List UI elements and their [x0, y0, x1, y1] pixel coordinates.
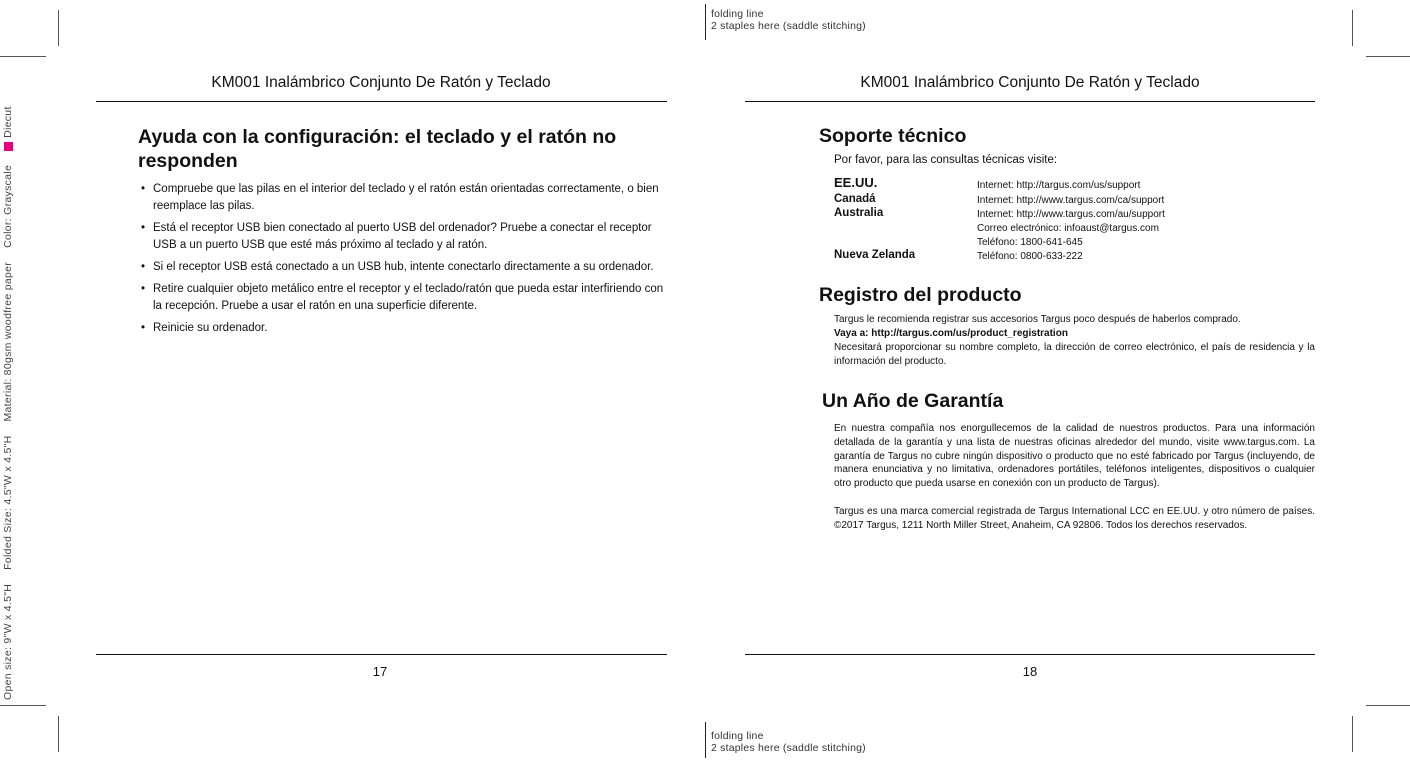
registration-heading: Registro del producto — [819, 284, 1022, 306]
left-header-rule — [96, 101, 667, 102]
contact-australia-web: Internet: http://www.targus.com/au/support — [977, 209, 1165, 220]
region-new-zealand: Nueva Zelanda — [834, 249, 916, 261]
list-item: • Está el receptor USB bien conectado al puerto USB del ordenador? Pruebe a conectar el receptor USB a un puerto USB que esté más próximo al teclado y al ratón. — [141, 220, 667, 254]
trim-mark-right-bottom — [1366, 705, 1410, 706]
fold-note-top-line1: folding line — [711, 8, 764, 20]
region-canada: Canadá — [834, 193, 876, 205]
right-page-number: 18 — [1022, 664, 1038, 679]
registration-link: Vaya a: http://targus.com/us/product_registration — [834, 328, 1068, 339]
right-header-rule — [745, 101, 1315, 102]
fold-note-bottom-line2: 2 staples here (saddle stitching) — [711, 742, 866, 754]
open-size-text: Open size: 9"W x 4.5"H — [2, 583, 14, 700]
support-intro: Por favor, para las consultas técnicas visite: — [834, 154, 1058, 166]
material-text: Material: 80gsm woodfree paper — [2, 261, 14, 422]
list-item: • Retire cualquier objeto metálico entre el receptor y el teclado/ratón que pueda estar interfiriendo con la recepción. Pruebe a usar el ratón en una superficie diferente. — [141, 281, 667, 315]
troubleshooting-heading: Ayuda con la configuración: el teclado y el ratón no responden — [138, 126, 617, 172]
contact-australia-phone: Teléfono: 1800-641-645 — [977, 237, 1083, 248]
left-footer-rule — [96, 654, 667, 655]
fold-line-bottom — [705, 722, 706, 758]
right-page-title: KM001 Inalámbrico Conjunto De Ratón y Teclado — [860, 74, 1200, 91]
left-page-number: 17 — [372, 664, 388, 679]
color-text: Color: Grayscale — [2, 164, 14, 248]
list-item: • Compruebe que las pilas en el interior del teclado y el ratón están orientadas correctamente, o bien reemplace las pilas. — [141, 181, 667, 215]
trim-mark-right-top — [1366, 56, 1410, 57]
fold-line-top — [705, 4, 706, 40]
folded-size-text: Folded Size: 4.5"W x 4.5"H — [2, 435, 14, 570]
warranty-text-2: Targus es una marca comercial registrada de Targus International LCC en EE.UU. y otro número de países. ©2017 Targus, 1211 North Miller Street, Anaheim, CA 92806. Todos los derechos reservados. — [834, 506, 1315, 531]
trim-mark-bottom-left — [58, 716, 59, 752]
right-footer-rule — [745, 654, 1315, 655]
diecut-swatch — [4, 142, 13, 151]
warranty-heading: Un Año de Garantía — [822, 390, 1004, 412]
region-usa: EE.UU. — [834, 175, 878, 190]
print-spec-sidebar — [2, 106, 14, 700]
trim-mark-top-right — [1352, 10, 1353, 46]
contact-usa: Internet: http://targus.com/us/support — [977, 180, 1141, 191]
diecut-text: Diecut — [2, 106, 14, 138]
contact-canada: Internet: http://www.targus.com/ca/support — [977, 195, 1165, 206]
list-item: • Reinicie su ordenador. — [141, 320, 667, 337]
trim-mark-bottom-right — [1352, 716, 1353, 752]
trim-mark-top-left — [58, 10, 59, 46]
support-heading: Soporte técnico — [819, 125, 967, 147]
trim-mark-left-top — [0, 56, 46, 57]
troubleshooting-list — [141, 181, 667, 342]
fold-note-top — [711, 8, 866, 32]
warranty-text-1: En nuestra compañía nos enorgullecemos de la calidad de nuestros productos. Para una información detallada de la garantía y una lista de nuestras oficinas alrededor del mundo, visite www.targus.com. La garantía de Targus no cubre ningún dispositivo o producto que no esté fabricado por Targus (incluyendo, de manera enunciativa y no limitativa, ordenadores portátiles, teléfonos inteligentes, dispositivos o cualquier otro producto que pueda usarse en conexión con un producto de Targus). — [834, 423, 1315, 490]
fold-note-top-line2: 2 staples here (saddle stitching) — [711, 20, 866, 32]
region-australia: Australia — [834, 207, 884, 219]
fold-note-bottom — [711, 730, 866, 754]
list-item: • Si el receptor USB está conectado a un USB hub, intente conectarlo directamente a su ordenador. — [141, 259, 667, 276]
registration-text-1: Targus le recomienda registrar sus accesorios Targus poco después de haberlos comprado. — [834, 314, 1241, 325]
left-page-title: KM001 Inalámbrico Conjunto De Ratón y Teclado — [211, 74, 551, 91]
fold-note-bottom-line1: folding line — [711, 730, 764, 742]
contact-nz-phone: Teléfono: 0800-633-222 — [977, 251, 1083, 262]
contact-australia-email: Correo electrónico: infoaust@targus.com — [977, 223, 1159, 234]
registration-text-2: Necesitará proporcionar su nombre completo, la dirección de correo electrónico, el país de residencia y la información del producto. — [834, 342, 1315, 367]
trim-mark-left-bottom — [0, 705, 46, 706]
